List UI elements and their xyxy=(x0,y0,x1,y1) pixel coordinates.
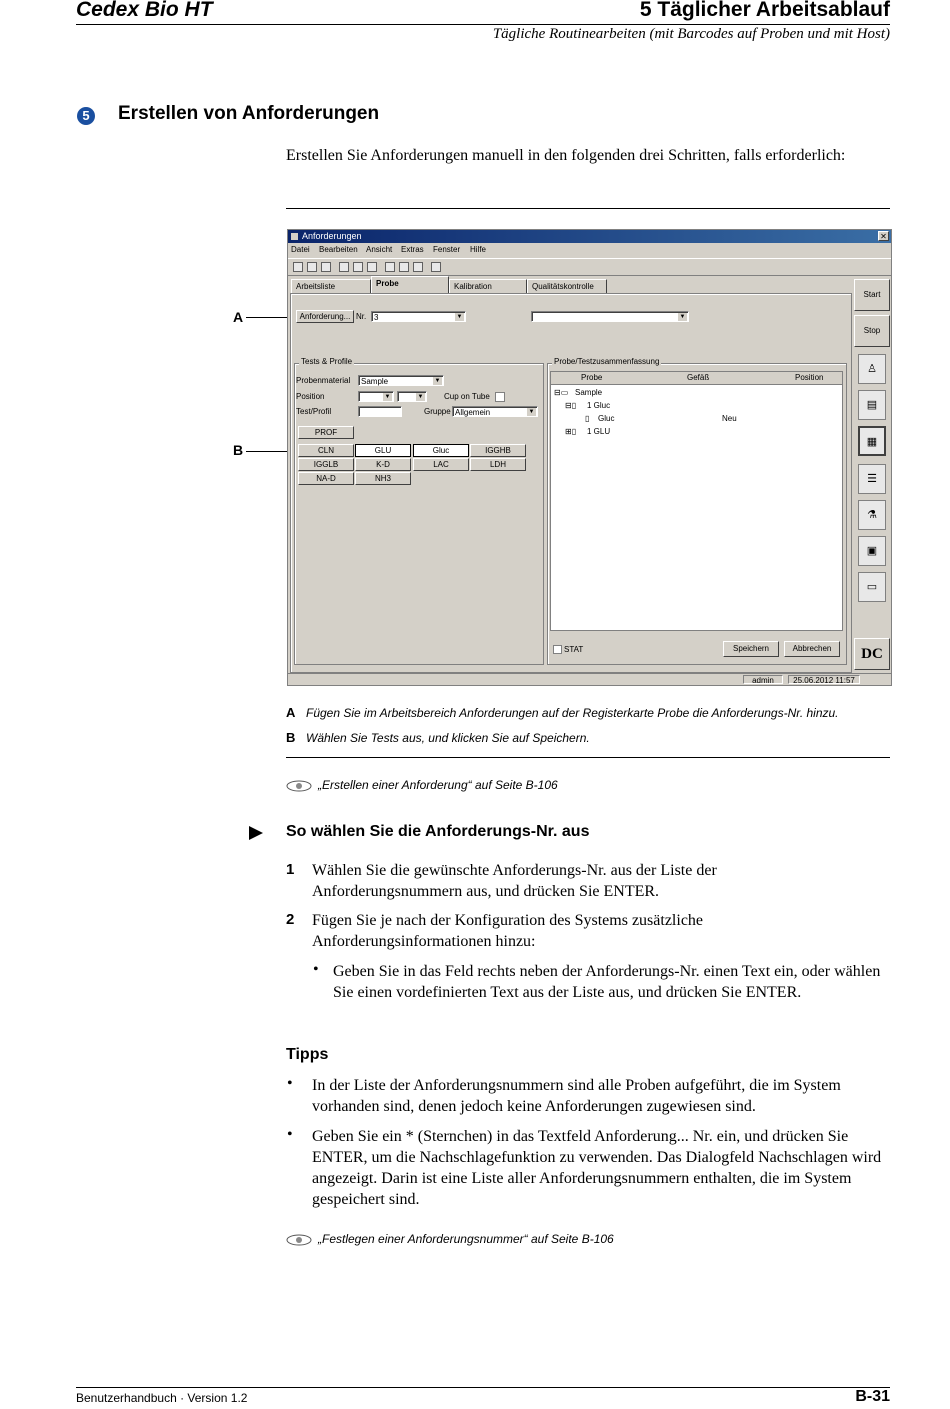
summary-header xyxy=(551,372,842,385)
figure-bottom-rule xyxy=(286,757,890,758)
alarm-icon[interactable] xyxy=(413,262,423,272)
request-nr-value: 3 xyxy=(374,313,379,322)
column-position[interactable]: Position xyxy=(795,373,824,382)
test-button-na-d[interactable]: NA-D xyxy=(298,472,354,485)
callout-b-label: B xyxy=(233,442,244,458)
sample-material-label: Probenmaterial xyxy=(296,376,351,385)
position-rack-select[interactable] xyxy=(358,391,394,402)
edit-icon[interactable] xyxy=(307,262,317,272)
legend-text: Fügen Sie im Arbeitsbereich Anforderungen auf der Registerkarte Probe die Anforderungs-Nr. hinzu. xyxy=(306,706,839,720)
stop-button[interactable]: Stop xyxy=(854,315,890,347)
menu-fenster[interactable]: Fenster xyxy=(433,245,461,254)
folder-icon: ⊟▭ xyxy=(554,388,569,397)
group-select[interactable] xyxy=(452,406,538,417)
tab-calibration[interactable]: Kalibration xyxy=(449,279,527,293)
menu-extras[interactable]: Extras xyxy=(401,245,424,254)
tip-text: In der Liste der Anforderungsnummern sind alle Proben aufgeführt, die im System vorhanden sind, denen jedoch keine Anforderungen zugewiesen sind. xyxy=(312,1077,841,1115)
close-icon[interactable]: ✕ xyxy=(878,231,889,241)
tab-quality-control[interactable]: Qualitätskontrolle xyxy=(527,279,607,293)
toolbar xyxy=(288,258,891,276)
reagent-icon[interactable]: ⚗ xyxy=(858,500,886,530)
chart-icon[interactable] xyxy=(321,262,331,272)
user-icon[interactable]: ♙ xyxy=(858,354,886,384)
tree-node-1-child[interactable]: Gluc xyxy=(598,414,615,423)
copy-icon[interactable] xyxy=(367,262,377,272)
test-profile-label: Test/Profil xyxy=(296,407,332,416)
requests-window xyxy=(287,229,892,686)
legend-key: A xyxy=(286,705,296,720)
cross-reference[interactable] xyxy=(286,1232,614,1246)
test-button-igghb[interactable]: IGGHB xyxy=(470,444,526,457)
summary-group-label: Probe/Testzusammenfassung xyxy=(554,357,660,366)
menu-ansicht[interactable]: Ansicht xyxy=(366,245,393,254)
test-button-ldh[interactable]: LDH xyxy=(470,458,526,471)
tree-node-1-status: Neu xyxy=(722,414,737,423)
chapter-title: 5 Täglicher Arbeitsablauf xyxy=(639,0,890,21)
tree-root[interactable]: Sample xyxy=(575,388,603,397)
group-label: Gruppe xyxy=(424,407,451,416)
section-title: Erstellen von Anforderungen xyxy=(118,103,380,124)
request-nr-field[interactable] xyxy=(371,311,466,322)
document-icon: ⊟▯ xyxy=(565,401,577,410)
export-icon[interactable] xyxy=(431,262,441,272)
menu-hilfe[interactable]: Hilfe xyxy=(470,245,487,254)
menu-bearbeiten[interactable]: Bearbeiten xyxy=(319,245,358,254)
cross-reference-text[interactable]: „Festlegen einer Anforderungsnummer“ auf Seite B-106 xyxy=(318,1232,614,1246)
step-text: Fügen Sie je nach der Konfiguration des Systems zusätzliche Anforderungsinformationen hinzu: xyxy=(312,912,704,950)
menu-datei[interactable]: Datei xyxy=(291,245,310,254)
cancel-button[interactable]: Abbrechen xyxy=(784,641,840,657)
bullet: • xyxy=(313,961,319,978)
legend-row-b xyxy=(286,730,590,745)
status-bar xyxy=(288,673,891,685)
save-button[interactable]: Speichern xyxy=(723,641,779,657)
position-label: Position xyxy=(296,392,325,401)
step-number: 1 xyxy=(286,861,295,878)
chevron-down-icon[interactable]: ▼ xyxy=(434,378,441,384)
legend-key: B xyxy=(286,730,296,745)
chevron-down-icon[interactable]: ▼ xyxy=(679,314,686,320)
eraser-icon[interactable] xyxy=(353,262,363,272)
pencil-icon[interactable] xyxy=(339,262,349,272)
callout-a-label: A xyxy=(233,309,244,325)
summary-tree xyxy=(550,371,843,631)
chapter-subtitle: Tägliche Routinearbeiten (mit Barcodes auf Proben und mit Host) xyxy=(492,26,890,42)
clipboard-icon[interactable]: ▭ xyxy=(858,572,886,602)
monitor-icon[interactable] xyxy=(399,262,409,272)
tip-text: Geben Sie ein * (Sternchen) in das Textfeld Anforderung... Nr. ein, und drücken Sie ENTER, um die Nachschlagefunktion zu verwenden. Das Dialogfeld Nachschlagen wird angezeigt. Darin ist eine Liste aller Anforderungsnummern enthalten, die im System gespeichert sind. xyxy=(312,1128,882,1208)
procedure-title: So wählen Sie die Anforderungs-Nr. aus xyxy=(286,823,590,840)
header-rule xyxy=(76,24,890,25)
sample-material-value: Sample xyxy=(361,377,389,386)
dc-button[interactable]: DC xyxy=(854,638,890,670)
test-button-glu[interactable]: GLU xyxy=(355,444,411,457)
cup-on-tube-checkbox[interactable] xyxy=(495,392,505,402)
cross-reference[interactable] xyxy=(286,778,558,792)
save-data-icon[interactable]: ▣ xyxy=(858,536,886,566)
group-value: Allgemein xyxy=(455,408,491,417)
tips-title: Tipps xyxy=(286,1046,329,1063)
product-name: Cedex Bio HT xyxy=(76,0,213,21)
requests-icon[interactable]: ▦ xyxy=(858,426,886,456)
test-button-k-d[interactable]: K-D xyxy=(355,458,411,471)
sample-material-select[interactable] xyxy=(358,375,444,386)
figure-top-rule xyxy=(286,208,890,209)
results-icon[interactable]: ☰ xyxy=(858,464,886,494)
procedure-arrow-icon xyxy=(249,826,263,840)
column-probe[interactable]: Probe xyxy=(581,373,603,382)
test-profile-field[interactable] xyxy=(358,406,402,417)
stat-label: STAT xyxy=(564,645,584,654)
request-button[interactable]: Anforderung... xyxy=(296,310,354,323)
print-icon[interactable] xyxy=(385,262,395,272)
step-number: 2 xyxy=(286,911,295,928)
cup-on-tube-label: Cup on Tube xyxy=(444,392,490,401)
stat-checkbox[interactable] xyxy=(553,645,562,654)
test-button-igglb[interactable]: IGGLB xyxy=(298,458,354,471)
eye-icon xyxy=(286,1234,312,1246)
column-vessel[interactable]: Gefäß xyxy=(687,373,710,382)
tab-sample[interactable]: Probe xyxy=(371,276,449,293)
chevron-down-icon[interactable]: ▼ xyxy=(528,409,535,415)
position-pos-select[interactable] xyxy=(397,391,427,402)
chevron-down-icon[interactable]: ▼ xyxy=(384,394,391,400)
cross-reference-text[interactable]: „Erstellen einer Anforderung“ auf Seite B-106 xyxy=(318,778,558,792)
window-titlebar xyxy=(288,230,891,243)
bullet: • xyxy=(287,1075,293,1092)
test-button-prof[interactable]: PROF xyxy=(298,426,354,439)
chevron-down-icon[interactable]: ▼ xyxy=(417,394,424,400)
test-button-cln[interactable]: CLN xyxy=(298,444,354,457)
chevron-down-icon[interactable]: ▼ xyxy=(456,314,463,320)
window-icon xyxy=(291,233,298,240)
step-text: Wählen Sie die gewünschte Anforderungs-Nr. aus der Liste der Anforderungsnummern aus, und drücken Sie ENTER. xyxy=(312,862,717,900)
window-title: Anforderungen xyxy=(302,231,362,241)
footer-manual: Benutzerhandbuch · Version 1.2 xyxy=(76,1391,248,1405)
eye-icon xyxy=(286,780,312,792)
section-intro: Erstellen Sie Anforderungen manuell in den folgenden drei Schritten, falls erforderlich: xyxy=(286,147,846,164)
test-button-lac[interactable]: LAC xyxy=(413,458,469,471)
test-button-nh3[interactable]: NH3 xyxy=(355,472,411,485)
find-icon[interactable] xyxy=(293,262,303,272)
document-icon: ▯ xyxy=(585,414,590,423)
legend-row-a xyxy=(286,705,839,720)
tree-node-1[interactable]: 1 Gluc xyxy=(587,401,611,410)
page-number: B-31 xyxy=(855,1388,890,1405)
request-nr-label: Nr. xyxy=(356,312,367,321)
test-button-gluc[interactable]: Gluc xyxy=(413,444,469,457)
tab-worklist[interactable]: Arbeitsliste xyxy=(291,279,371,293)
legend-text: Wählen Sie Tests aus, und klicken Sie auf Speichern. xyxy=(306,731,590,745)
request-info-field[interactable] xyxy=(531,311,689,322)
status-user: admin xyxy=(743,675,783,684)
substep-text: Geben Sie in das Feld rechts neben der Anforderungs-Nr. einen Text ein, oder wählen Sie einen vordefinierten Text aus der Liste aus, und drücken Sie ENTER. xyxy=(333,963,881,1001)
analyzer-icon[interactable]: ▤ xyxy=(858,390,886,420)
status-datetime: 25.06.2012 11:57 xyxy=(788,675,860,684)
section-number-badge: 5 xyxy=(77,107,95,125)
menu-bar xyxy=(288,244,891,257)
bullet: • xyxy=(287,1126,293,1143)
document-icon: ⊞▯ xyxy=(565,427,577,436)
tree-node-2[interactable]: 1 GLU xyxy=(587,427,611,436)
start-button[interactable]: Start xyxy=(854,279,890,311)
tests-profile-group-label: Tests & Profile xyxy=(301,357,353,366)
footer-rule xyxy=(76,1387,890,1388)
